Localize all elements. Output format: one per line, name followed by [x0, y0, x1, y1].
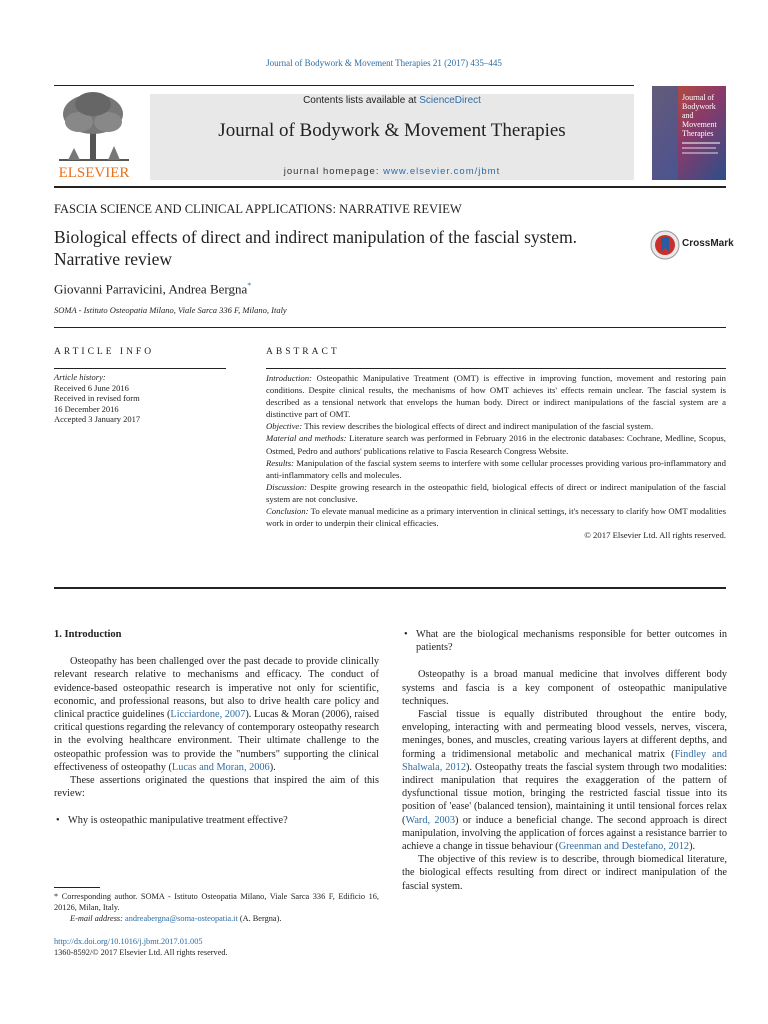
email-suffix: (A. Bergna).: [237, 914, 282, 923]
abstract-label: Introduction:: [266, 373, 313, 383]
history-revised-label: Received in revised form: [54, 393, 140, 403]
history-accepted: Accepted 3 January 2017: [54, 414, 141, 424]
corresponding-author-note: * Corresponding author. SOMA - Istituto Osteopatia Milano, Viale Sarca 336 F, Edificio 16, 20126, Milan, Italy.: [54, 892, 379, 912]
elsevier-wordmark: ELSEVIER: [58, 165, 130, 180]
crossmark-icon: [650, 230, 680, 260]
section-heading-introduction: 1. Introduction: [54, 629, 122, 640]
journal-homepage-line: [150, 166, 634, 177]
body-paragraph: [54, 655, 379, 774]
abstract-label: Objective:: [266, 421, 303, 432]
article-title: Biological effects of direct and indirect manipulation of the fascial system. Narrative review: [54, 227, 578, 269]
body-paragraph: [402, 708, 727, 853]
author-names: Giovanni Parravicini, Andrea Bergna: [54, 281, 248, 297]
homepage-prefix: journal homepage:: [283, 166, 384, 177]
corresponding-author-mark[interactable]: *: [247, 281, 252, 290]
meta-rule: [54, 327, 726, 328]
cover-text-1: Journal of: [682, 93, 715, 102]
journal-homepage-link[interactable]: www.elsevier.com/jbmt: [383, 166, 501, 177]
journal-cover-image: [652, 86, 726, 180]
crossmark-label: CrossMark: [682, 238, 734, 249]
authors: [54, 281, 251, 297]
bullet-item: [402, 628, 727, 654]
bullet-icon: •: [56, 815, 60, 827]
contents-line: [150, 95, 634, 106]
body-column-left: [54, 628, 379, 842]
contents-prefix: Contents lists available at: [303, 95, 420, 106]
abstract-text: This review describes the biological effects of direct and indirect manipulation of the fascial system.: [302, 421, 654, 432]
body-paragraph: Osteopathy is a broad manual medicine that involves different body systems and fascia is a key component of osteopathic manipulative techniques.: [402, 669, 727, 707]
header-top-rule: [54, 85, 634, 86]
abstract-text: Manipulation of the fascial system seems to interfere with some cellular processes providing various pro-inflammatory and anti-inflammatory cells and molecules.: [266, 457, 726, 480]
abstract-text: To elevate manual medicine as a primary intervention in clinical settings, it's necessary to clarify how OMT modalities work in order to underpin their clinical efficacies.: [266, 506, 726, 529]
abstract-text: Osteopathic Manipulative Treatment (OMT) is effective in improving function, movement and restoring pain conditions. Despite clinical results, the mechanisms of how OMT achieves its' effects remain unclear. The fascial system is described as a tensional network that envelops the human body. Direct or indirect manipulations of the fascial system are a distinctive part of OMT.: [266, 373, 726, 420]
abstract-conclusion: [266, 505, 726, 529]
body-text: ). Osteopathy treats the fascial system through two modalities: indirect manipulation that requires the exaggeration of the pattern of dysfunctional tissue motion, bringing the restricted fascial tissue into its position of 'ease' (balanced tension), maintaining it until tensional forces relax (: [402, 761, 727, 826]
cover-text-4: Movement: [682, 120, 717, 129]
abstract-label: Conclusion:: [266, 506, 309, 517]
body-text: Osteopathy has been challenged over the past decade to provide clinically relevant research relative to mechanisms and efficacy. The conduct of evidence-based osteopathic research is imperative not only for scientific, economic, and professional reasons, but also to drive health care policy and clinical practice guidelines (: [54, 656, 379, 721]
body-paragraph: These assertions originated the questions that inspired the aim of this review:: [54, 775, 379, 800]
article-info-rule: [54, 368, 226, 369]
sciencedirect-link[interactable]: ScienceDirect: [419, 95, 481, 106]
abstract-bottom-rule: [54, 587, 726, 589]
bullet-text: What are the biological mechanisms responsible for better outcomes in patients?: [416, 629, 727, 654]
body-text: Fascial tissue is equally distributed throughout the entire body, enveloping, interacting with and permeating blood vessels, nerves, viscera, meninges, bones, and muscles, creating various layers at different depths, and forming a tridimensional metabolic and mechanical matrix (: [402, 709, 727, 760]
body-text: ).: [689, 841, 696, 853]
abstract-body: [266, 372, 726, 541]
issn-line: 1360-8592/© 2017 Elsevier Ltd. All rights reserved.: [54, 948, 228, 957]
email-line: [54, 913, 379, 924]
citation-link[interactable]: Greenman and Destefano, 2012: [558, 841, 690, 853]
affiliation: SOMA - Istituto Osteopatia Milano, Viale Sarca 336 F, Milano, Italy: [54, 305, 287, 315]
article-history: [54, 372, 234, 425]
cover-text-2: Bodywork: [682, 102, 716, 111]
abstract-introduction: [266, 372, 726, 420]
citation-link[interactable]: Licciardone, 2007: [170, 709, 246, 721]
body-text: ).: [269, 761, 276, 773]
cover-text-3: and: [682, 111, 694, 120]
abstract-heading: ABSTRACT: [266, 347, 340, 357]
history-received: Received 6 June 2016: [54, 382, 129, 393]
article-info-heading: ARTICLE INFO: [54, 347, 155, 357]
body-paragraph: The objective of this review is to describe, through biomedical literature, the biological effects resulting from direct or indirect manipulation of the fascial system.: [402, 854, 727, 892]
elsevier-tree-icon: [59, 92, 129, 160]
abstract-results: [266, 457, 726, 481]
bullet-text: Why is osteopathic manipulative treatment effective?: [68, 815, 288, 827]
abstract-text: Despite growing research in the osteopathic field, biological effects of direct or indirect manipulation of the fascial system are not conclusive.: [266, 481, 726, 504]
body-column-right: [402, 628, 727, 893]
cover-text-5: Therapies: [682, 129, 714, 138]
footnote-rule: [54, 887, 100, 888]
abstract-rule: [266, 368, 726, 369]
body-text: ). Lucas & Moran (2006), raised critical questions regarding the relevancy of contemporary osteopathy research in the evolving healthcare environment. Their ultimate challenge to the osteopathic profession was to provide the "numbers" supporting the clinical effectiveness of osteopathy (: [54, 709, 379, 773]
abstract-methods: [266, 432, 726, 456]
abstract-label: Results:: [266, 457, 294, 468]
journal-reference[interactable]: Journal of Bodywork & Movement Therapies 21 (2017) 435–445: [266, 58, 502, 68]
email-link[interactable]: andreabergna@soma-osteopatia.it: [125, 914, 238, 923]
citation-link[interactable]: Findley and Shalwala, 2012: [402, 748, 728, 773]
abstract-objective: [266, 420, 726, 432]
header-bottom-rule: [54, 186, 726, 188]
elsevier-logo: [54, 88, 134, 180]
footnote: [54, 891, 379, 924]
doi-link[interactable]: http://dx.doi.org/10.1016/j.jbmt.2017.01.005: [54, 937, 203, 946]
copyright: © 2017 Elsevier Ltd. All rights reserved.: [584, 530, 726, 541]
abstract-text: Literature search was performed in February 2016 in the electronic databases: Cochrane, Medline, Scopus, Ostmed, Pedro and authors' publications relative to Fascia Research Congress Website.: [266, 433, 726, 456]
citation-link[interactable]: Ward, 2003: [405, 814, 455, 826]
bullet-item: [54, 814, 379, 827]
history-revised-date: 16 December 2016: [54, 403, 119, 414]
bullet-icon: •: [404, 629, 408, 640]
crossmark-button[interactable]: [650, 230, 734, 260]
journal-title: Journal of Bodywork & Movement Therapies: [218, 120, 566, 141]
citation-link[interactable]: Lucas and Moran, 2006: [171, 761, 270, 773]
email-label: E-mail address:: [70, 914, 123, 923]
abstract-label: Discussion:: [266, 481, 308, 492]
history-label: Article history:: [54, 372, 106, 382]
abstract-label: Material and methods:: [266, 433, 347, 444]
abstract-discussion: [266, 481, 726, 505]
section-label: FASCIA SCIENCE AND CLINICAL APPLICATIONS: NARRATIVE REVIEW: [54, 202, 462, 216]
body-text: ) or induce a beneficial change. The second approach is direct manipulation, involving the application of forces against a resistance barrier to achieve a change in tissue behaviour (: [402, 814, 727, 853]
